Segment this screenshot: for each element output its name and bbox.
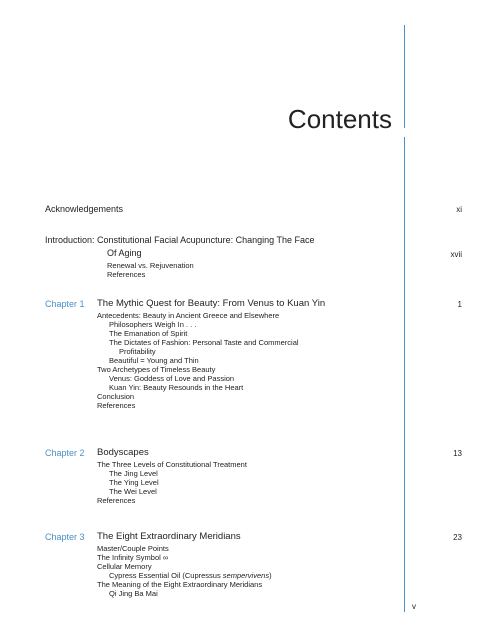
toc-chapter-label: Chapter 1 (45, 299, 85, 309)
toc-chapter-page: 1 (457, 300, 462, 309)
toc-chapter-page: 13 (453, 449, 462, 458)
toc-sub[interactable]: References (107, 270, 146, 279)
toc-sub[interactable]: The Jing Level (109, 469, 158, 478)
toc-sub[interactable]: Renewal vs. Rejuvenation (107, 261, 194, 270)
margin-rule-top (404, 25, 405, 128)
toc-sub[interactable]: Philosophers Weigh In . . . (109, 320, 197, 329)
toc-sub[interactable]: The Wei Level (109, 487, 157, 496)
toc-sub[interactable]: The Dictates of Fashion: Personal Taste and Commercial (109, 338, 299, 347)
toc-sub[interactable]: Beautiful = Young and Thin (109, 356, 199, 365)
toc-sub: Profitability (119, 347, 156, 356)
toc-chapter-title[interactable]: Bodyscapes (97, 447, 149, 458)
toc-sub[interactable]: Two Archetypes of Timeless Beauty (97, 365, 216, 374)
toc-chapter-label: Chapter 2 (45, 448, 85, 458)
toc-page-introduction: xvii (450, 250, 462, 259)
toc-sub[interactable]: The Three Levels of Constitutional Treatment (97, 460, 247, 469)
toc-sub[interactable]: Cellular Memory (97, 562, 152, 571)
toc-chapter-page: 23 (453, 533, 462, 542)
toc-entry-acknowledgements[interactable]: Acknowledgements (45, 204, 124, 214)
toc-sub[interactable]: The Ying Level (109, 478, 159, 487)
margin-rule-bottom (404, 137, 405, 612)
toc-sub[interactable]: References (97, 401, 136, 410)
toc-chapter-label: Chapter 3 (45, 532, 85, 542)
toc-sub-text: Cypress Essential Oil (Cupressus (109, 571, 223, 580)
toc-sub[interactable]: The Meaning of the Eight Extraordinary Meridians (97, 580, 263, 589)
toc-sub[interactable]: Kuan Yin: Beauty Resounds in the Heart (109, 383, 244, 392)
toc-sub[interactable]: The Infinity Symbol ∞ (97, 553, 169, 562)
toc-sub[interactable]: Conclusion (97, 392, 135, 401)
toc-sub[interactable]: Venus: Goddess of Love and Passion (109, 374, 235, 383)
page-number: v (412, 602, 416, 611)
toc-chapter-title[interactable]: The Eight Extraordinary Meridians (97, 531, 241, 542)
toc-sub-italic: sempervivens (222, 571, 270, 580)
toc-chapter-title[interactable]: The Mythic Quest for Beauty: From Venus to Kuan Yin (97, 298, 326, 309)
toc-sub[interactable]: The Emanation of Spirit (109, 329, 188, 338)
toc-sub[interactable]: References (97, 496, 136, 505)
toc-sub[interactable]: Antecedents: Beauty in Ancient Greece and Elsewhere (97, 311, 280, 320)
page-title: Contents (287, 104, 392, 134)
toc-entry-introduction-cont: Of Aging (107, 248, 142, 258)
toc-entry-introduction[interactable]: Introduction: Constitutional Facial Acupuncture: Changing The Face (45, 235, 315, 245)
toc-page-acknowledgements: xi (456, 205, 462, 214)
toc-sub[interactable]: Qi Jing Ba Mai (109, 589, 158, 598)
toc-sub-text-end: ) (269, 571, 272, 580)
toc-sub[interactable]: Master/Couple Points (97, 544, 169, 553)
